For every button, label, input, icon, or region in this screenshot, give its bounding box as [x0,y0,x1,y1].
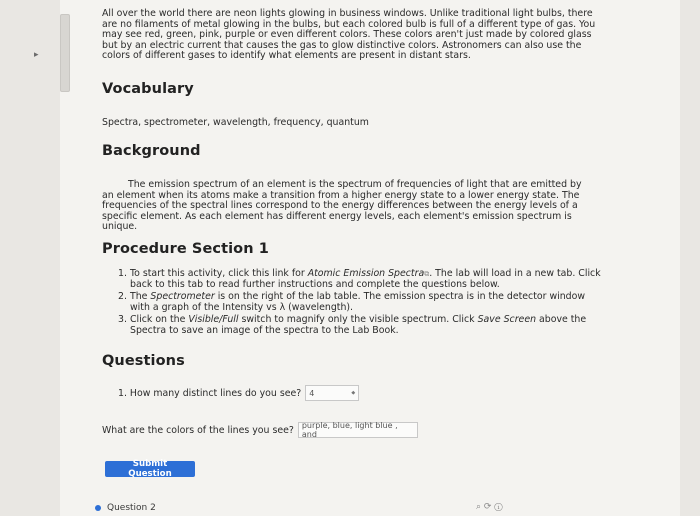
background-heading: Background [102,143,201,159]
question-status-dot-icon [95,505,101,511]
step-text: . The lab will load in a new tab. Click back to this tab to read further instructions and complete the questions below. [130,268,601,290]
question-1 [118,385,359,401]
vocabulary-terms: Spectra, spectrometer, wavelength, frequency, quantum [102,117,369,128]
question-1-answer-select[interactable] [305,385,359,401]
question-1-label: 1. How many distinct lines do you see? [118,387,302,399]
step-number: 3. [118,314,127,326]
expand-arrow-icon[interactable]: ▸ [34,50,39,60]
step-text: The [130,291,151,303]
procedure-step-2 [118,292,603,313]
external-link-icon[interactable]: ⧉ [424,270,430,278]
question-2-colors [102,422,418,438]
procedure-steps [118,269,603,339]
next-question-indicator[interactable] [95,503,156,513]
step-text: Click on the [130,314,189,326]
step-text: above the Spectra to save an image of the spectra to the Lab Book. [130,314,587,336]
colors-answer-input[interactable] [298,422,418,438]
atomic-emission-spectra-link[interactable]: Atomic Emission Spectra [307,268,425,279]
step-text: switch to magnify only the visible spectrum. Click [238,314,478,326]
colors-answer-value: purple, blue, light blue , and [301,421,398,439]
step-number: 1. [118,268,127,279]
save-screen-term: Save Screen [477,314,537,326]
intro-paragraph: All over the world there are neon lights glowing in business windows. Unlike traditional light bulbs, there are no filaments of metal glowing in the bulbs, but each colored bulb is full of a different type of gas. You may see red, green, pink, purple or even different colors. These colors aren't just made by colored glass but by an electric current that causes the gas to glow distinctive colors. Astronomers can also use the colors of different gases to identify what elements are present in distant stars. [102,8,596,62]
procedure-step-3 [118,315,603,336]
dropdown-caret-icon: ◆ [351,390,356,396]
step-text: To start this activity, click this link for [130,268,308,279]
next-question-label: Question 2 [107,503,156,513]
side-panel-tab[interactable] [60,14,70,92]
question-1-answer-value: 4 [309,388,315,398]
questions-heading: Questions [102,353,185,369]
spectrometer-term: Spectrometer [150,291,215,303]
submit-question-button[interactable]: Submit Question [105,461,195,477]
question-2-label: What are the colors of the lines you see? [102,424,294,436]
step-number: 2. [118,291,127,303]
visible-full-term: Visible/Full [188,314,239,326]
background-text: The emission spectrum of an element is the spectrum of frequencies of light that are emitted by an element when its atoms make a transition from a higher energy state to a lower energy state. The frequencies of the spectral lines correspond to the energy differences between the energy levels of a specific element. As each element has different energy levels, each element's emission spectrum is unique. [102,179,582,233]
vocabulary-heading: Vocabulary [102,81,194,97]
footer-toolbar-icons[interactable]: ⌕ ⟳ ⓘ [476,502,503,512]
procedure-heading: Procedure Section 1 [102,241,270,257]
procedure-step-1 [118,269,603,290]
step-text: is on the right of the lab table. The emission spectra is in the detector window with a graph of the Intensity vs λ (wavelength). [130,291,586,313]
